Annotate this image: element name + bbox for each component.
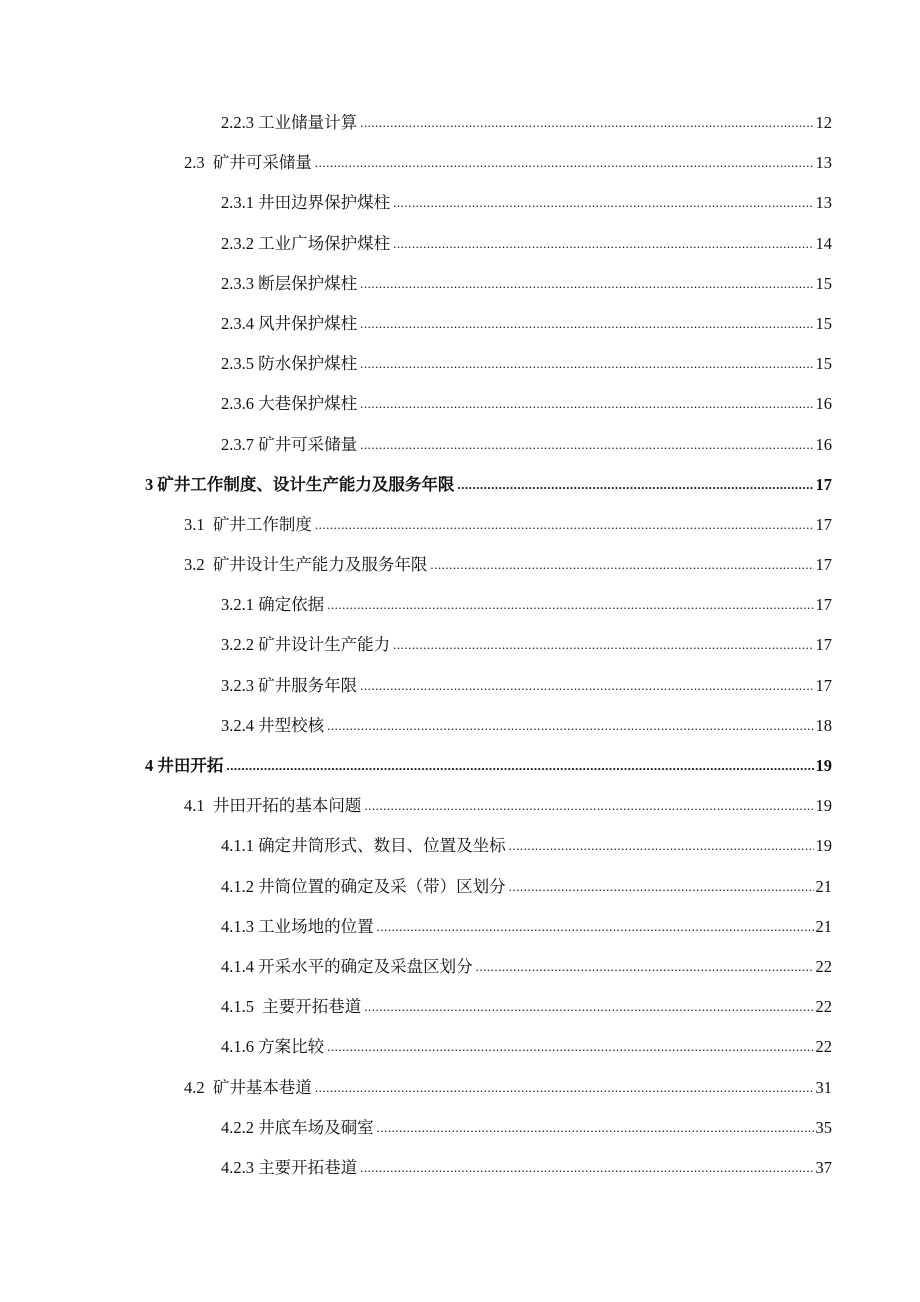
- toc-entry-number: 4.1.3: [221, 916, 254, 936]
- toc-entry-number: 4.1.1: [221, 836, 254, 856]
- toc-entry-page-number: 17: [815, 555, 832, 575]
- toc-entry-number: 4.1.5: [221, 997, 254, 1017]
- toc-entry-page-number: 16: [815, 394, 832, 414]
- toc-entry-page-number: 19: [815, 756, 832, 775]
- toc-entry-page-number: 17: [815, 474, 832, 494]
- toc-entry[interactable]: [0, 1027, 920, 1067]
- toc-entry-number: 3: [145, 474, 154, 494]
- toc-entry-number: 2.2.3: [221, 113, 254, 132]
- toc-entry-title: 矿井设计生产能力及服务年限: [212, 555, 428, 575]
- toc-dot-leader: [393, 224, 813, 264]
- toc-entry-number: 2.3.7: [221, 434, 254, 454]
- toc-entry[interactable]: [0, 826, 920, 866]
- toc-entry-title: 矿井基本巷道: [212, 1077, 312, 1097]
- toc-entry[interactable]: [0, 224, 920, 264]
- toc-entry[interactable]: [0, 1108, 920, 1148]
- toc-entry-number: 2.3.1: [221, 193, 254, 213]
- toc-entry-title: 主要开拓巷道: [262, 997, 362, 1017]
- toc-entry-title: 矿井工作制度、设计生产能力及服务年限: [157, 474, 455, 494]
- toc-entry-title: 断层保护煤柱: [258, 273, 358, 293]
- toc-entry-title: 井筒位置的确定及采（带）区划分: [258, 876, 506, 896]
- toc-entry-number: 4: [145, 756, 154, 775]
- toc-entry-number: 4.1.4: [221, 956, 254, 976]
- toc-entry-page-number: 37: [815, 1157, 832, 1177]
- toc-entry-page-number: 13: [815, 153, 832, 173]
- toc-entry-page-number: 22: [815, 956, 832, 976]
- toc-dot-leader: [360, 1148, 813, 1188]
- toc-entry-number: 3.2.1: [221, 595, 254, 615]
- toc-entry-number: 4.1.2: [221, 876, 254, 896]
- toc-entry-title: 开采水平的确定及采盘区划分: [258, 956, 473, 976]
- toc-dot-leader: [226, 746, 813, 786]
- toc-entry-number: 4.1: [184, 796, 205, 816]
- toc-entry[interactable]: [0, 264, 920, 304]
- toc-dot-leader: [327, 585, 813, 625]
- toc-entry-page-number: 22: [815, 1037, 832, 1057]
- toc-entry-title: 工业广场保护煤柱: [258, 233, 391, 253]
- toc-entry-separator: [205, 143, 213, 183]
- toc-entry-title: 矿井工作制度: [212, 514, 312, 534]
- toc-entry[interactable]: [0, 1068, 920, 1108]
- toc-dot-leader: [377, 1108, 814, 1148]
- toc-entry[interactable]: [0, 947, 920, 987]
- toc-entry-number: 2.3.3: [221, 273, 254, 293]
- toc-entry-title: 方案比较: [258, 1037, 325, 1057]
- toc-entry[interactable]: [0, 625, 920, 665]
- toc-entry-title: 井底车场及硐室: [258, 1117, 374, 1137]
- toc-entry-number: 2.3.2: [221, 233, 254, 253]
- toc-dot-leader: [360, 103, 813, 143]
- toc-entry[interactable]: [0, 1148, 920, 1188]
- toc-entry-page-number: 17: [815, 514, 832, 534]
- toc-dot-leader: [360, 384, 813, 424]
- toc-entry-title: 井型校核: [258, 715, 325, 735]
- toc-entry[interactable]: [0, 143, 920, 183]
- toc-entry-number: 2.3.5: [221, 354, 254, 374]
- toc-entry-title: 工业储量计算: [258, 113, 358, 132]
- toc-entry[interactable]: [0, 304, 920, 344]
- toc-entry-number: 2.3.4: [221, 313, 254, 333]
- toc-dot-leader: [327, 706, 813, 746]
- toc-dot-leader: [509, 826, 814, 866]
- toc-entry-separator: [205, 505, 213, 545]
- toc-entry-page-number: 17: [815, 675, 832, 695]
- toc-dot-leader: [327, 1027, 813, 1067]
- toc-dot-leader: [476, 947, 814, 987]
- toc-dot-leader: [360, 425, 813, 465]
- toc-entry-page-number: 22: [815, 997, 832, 1017]
- toc-entry-page-number: 35: [815, 1117, 832, 1137]
- toc-entry-title: 井田边界保护煤柱: [258, 193, 391, 213]
- toc-dot-leader: [457, 465, 813, 505]
- toc-entry-number: 4.2.3: [221, 1157, 254, 1177]
- toc-dot-leader: [360, 264, 813, 304]
- toc-dot-leader: [364, 987, 813, 1027]
- toc-entry[interactable]: [0, 465, 920, 505]
- table-of-contents: [0, 103, 920, 1188]
- toc-entry-number: 2.3: [184, 153, 205, 173]
- toc-entry[interactable]: [0, 183, 920, 223]
- toc-entry-number: 3.2: [184, 555, 205, 575]
- toc-entry-title: 矿井可采储量: [258, 434, 358, 454]
- toc-entry-page-number: 21: [815, 876, 832, 896]
- toc-dot-leader: [393, 183, 813, 223]
- toc-dot-leader: [315, 505, 814, 545]
- toc-entry-number: 3.2.4: [221, 715, 254, 735]
- toc-entry-page-number: 13: [815, 193, 832, 213]
- toc-entry[interactable]: [0, 545, 920, 585]
- toc-entry-number: 4.2.2: [221, 1117, 254, 1137]
- toc-entry-page-number: 17: [815, 595, 832, 615]
- toc-entry-page-number: 14: [815, 233, 832, 253]
- toc-dot-leader: [430, 545, 813, 585]
- toc-entry-number: 4.1.6: [221, 1037, 254, 1057]
- toc-entry[interactable]: [0, 867, 920, 907]
- toc-entry-title: 大巷保护煤柱: [258, 394, 358, 414]
- toc-entry-title: 风井保护煤柱: [258, 313, 358, 333]
- toc-entry[interactable]: [0, 425, 920, 465]
- toc-entry[interactable]: [0, 505, 920, 545]
- toc-entry[interactable]: [0, 907, 920, 947]
- toc-dot-leader: [315, 1068, 814, 1108]
- toc-entry-page-number: 31: [815, 1077, 832, 1097]
- toc-dot-leader: [360, 344, 813, 384]
- toc-entry[interactable]: [0, 786, 920, 826]
- toc-entry-title: 矿井设计生产能力: [258, 635, 391, 655]
- toc-entry[interactable]: [0, 706, 920, 746]
- toc-entry-page-number: 15: [815, 354, 832, 374]
- toc-entry-title: 确定依据: [258, 595, 325, 615]
- toc-entry-page-number: 19: [815, 836, 832, 856]
- toc-entry-page-number: 21: [815, 916, 832, 936]
- toc-entry-page-number: 19: [815, 796, 832, 816]
- toc-entry[interactable]: [0, 746, 920, 786]
- toc-entry-number: 2.3.6: [221, 394, 254, 414]
- toc-entry-number: 3.2.3: [221, 675, 254, 695]
- toc-entry[interactable]: [0, 987, 920, 1027]
- toc-entry-title: 井田开拓: [157, 756, 224, 775]
- toc-entry-number: 4.2: [184, 1077, 205, 1097]
- toc-entry[interactable]: [0, 585, 920, 625]
- toc-dot-leader: [315, 143, 814, 183]
- toc-dot-leader: [360, 666, 813, 706]
- toc-entry[interactable]: [0, 384, 920, 424]
- toc-entry-number: 3.1: [184, 514, 205, 534]
- toc-entry-title: 工业场地的位置: [258, 916, 374, 936]
- toc-entry-page-number: 17: [815, 635, 832, 655]
- toc-entry-separator: [205, 786, 213, 826]
- toc-entry-separator: [205, 1068, 213, 1108]
- toc-entry-separator: [205, 545, 213, 585]
- toc-entry-title: 防水保护煤柱: [258, 354, 358, 374]
- toc-entry-page-number: 16: [815, 434, 832, 454]
- toc-dot-leader: [360, 304, 813, 344]
- toc-entry-page-number: 18: [815, 715, 832, 735]
- toc-entry-title: 矿井服务年限: [258, 675, 358, 695]
- toc-entry-title: 主要开拓巷道: [258, 1157, 358, 1177]
- toc-entry-title: 井田开拓的基本问题: [212, 796, 362, 816]
- toc-entry-separator: [254, 987, 262, 1027]
- toc-entry[interactable]: [0, 666, 920, 706]
- toc-entry-title: 矿井可采储量: [212, 153, 312, 173]
- toc-dot-leader: [393, 625, 813, 665]
- toc-entry-page-number: 15: [815, 273, 832, 293]
- toc-dot-leader: [509, 867, 814, 907]
- toc-dot-leader: [377, 907, 814, 947]
- toc-entry[interactable]: [0, 344, 920, 384]
- toc-entry[interactable]: [0, 103, 920, 143]
- toc-entry-page-number: 12: [815, 113, 832, 132]
- toc-entry-page-number: 15: [815, 313, 832, 333]
- toc-entry-number: 3.2.2: [221, 635, 254, 655]
- toc-dot-leader: [364, 786, 813, 826]
- toc-entry-title: 确定井筒形式、数目、位置及坐标: [258, 836, 506, 856]
